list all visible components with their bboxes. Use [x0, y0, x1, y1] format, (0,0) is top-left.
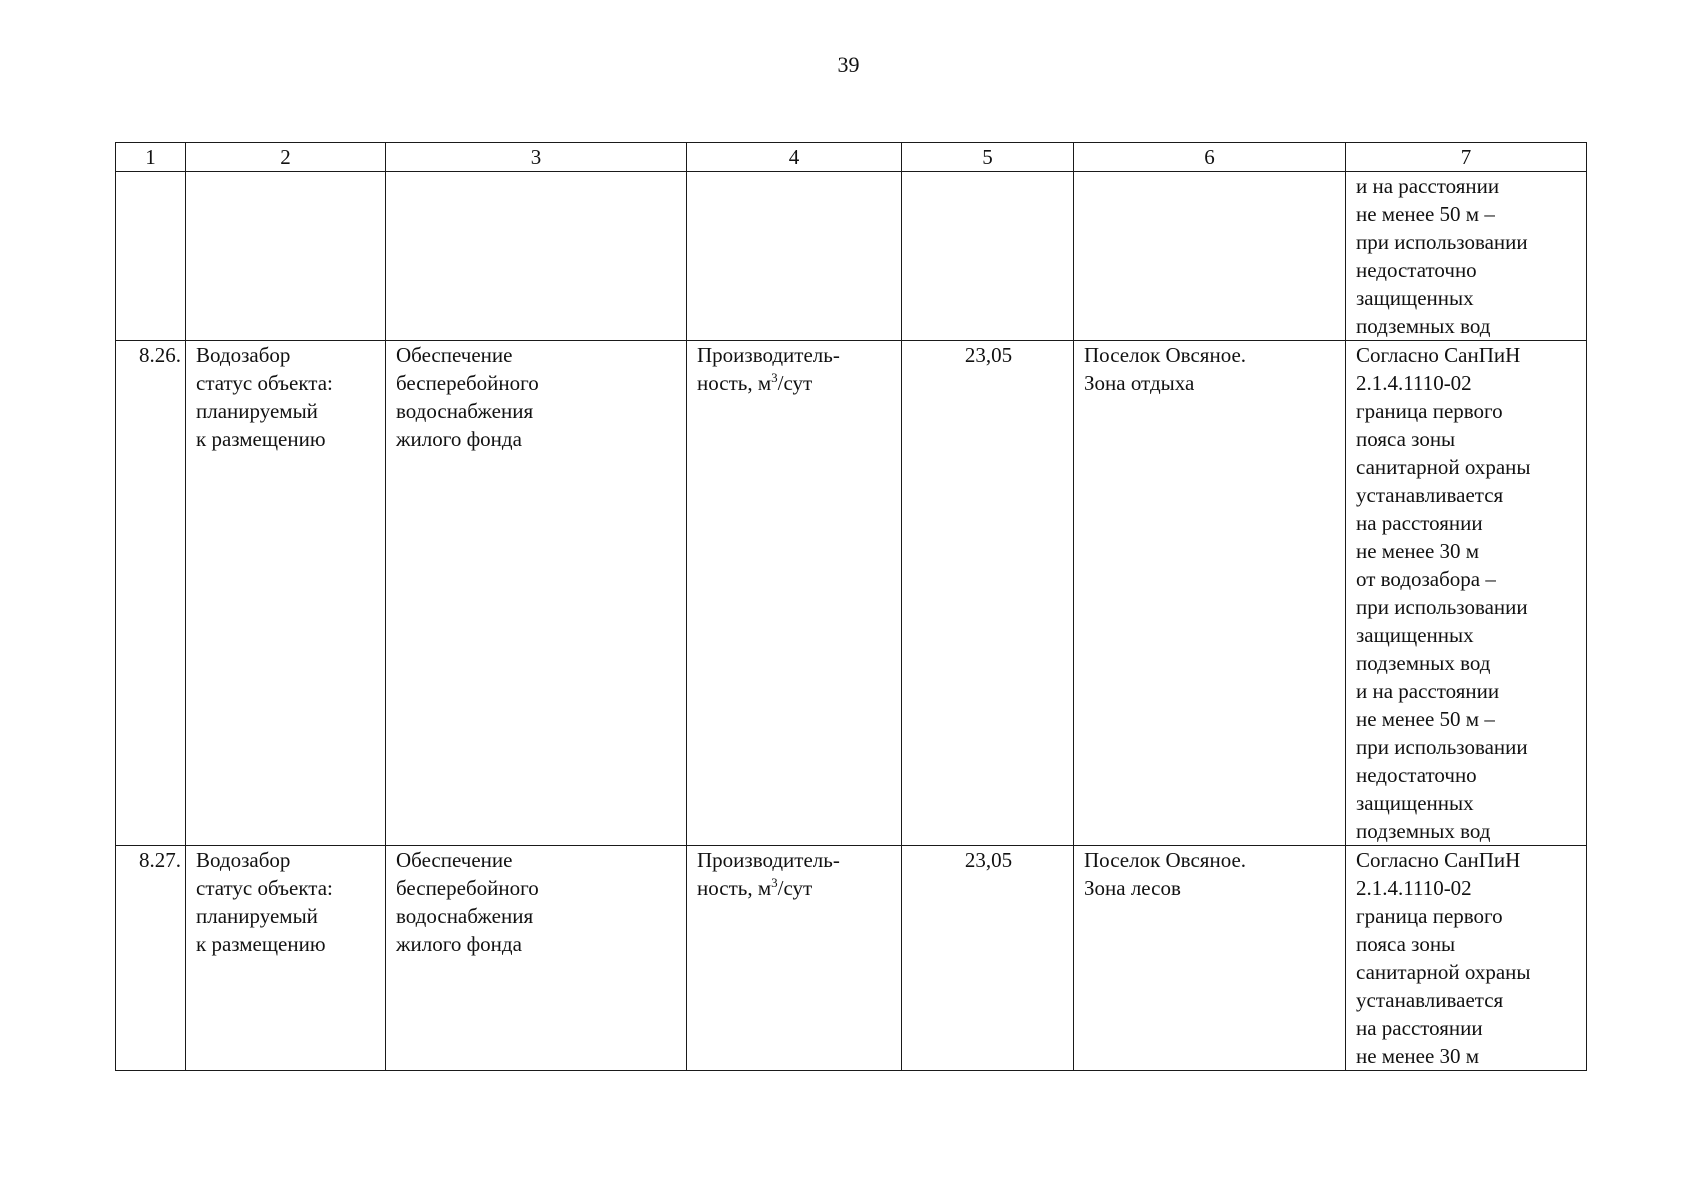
- column-header-1: 1: [116, 143, 186, 172]
- cell-number-text: 8.26.: [139, 343, 181, 367]
- cell-object-text: Водозабор статус объекта: планируемый к размещению: [196, 343, 333, 451]
- cell-value-text: 23,05: [964, 343, 1013, 367]
- column-header-5: 5: [902, 143, 1074, 172]
- characteristic-superscript: 3: [771, 370, 778, 385]
- column-header-7: 7: [1346, 143, 1587, 172]
- cell-number-text: 8.27.: [139, 848, 181, 872]
- table-row: [116, 172, 1587, 341]
- cell-location: [1074, 172, 1346, 341]
- cell-location-text: Поселок Овсяное. Зона лесов: [1084, 848, 1247, 900]
- cell-object-text: Водозабор статус объекта: планируемый к размещению: [196, 848, 333, 956]
- column-header-3: 3: [386, 143, 687, 172]
- cell-object: [186, 341, 386, 846]
- cell-zone-info-text: Согласно СанПиН 2.1.4.1110-02 граница первого пояса зоны санитарной охраны устанавливается на расстоянии не менее 30 м от водозабора – при использовании защищенных подземных вод и на расстоянии не менее 50 м – при использовании недостаточно защищенных подземных вод: [1356, 343, 1531, 843]
- column-header-4: 4: [687, 143, 902, 172]
- characteristic-prefix: Производитель- ность, м: [697, 343, 840, 395]
- cell-value: [902, 341, 1074, 846]
- cell-value: [902, 172, 1074, 341]
- characteristic-superscript: 3: [771, 875, 778, 890]
- column-header-2: 2: [186, 143, 386, 172]
- data-table: [115, 142, 1587, 1071]
- cell-object: [186, 846, 386, 1071]
- cell-characteristic-text: [687, 341, 901, 397]
- table-row: [116, 341, 1587, 846]
- cell-purpose: [386, 172, 687, 341]
- cell-purpose-text: Обеспечение бесперебойного водоснабжения жилого фонда: [396, 848, 539, 956]
- cell-characteristic: [687, 846, 902, 1071]
- cell-location: [1074, 341, 1346, 846]
- cell-value-text: 23,05: [964, 848, 1013, 872]
- cell-number: [116, 341, 186, 846]
- cell-zone-info: [1346, 172, 1587, 341]
- page-number: 39: [837, 52, 860, 77]
- column-header-6: 6: [1074, 143, 1346, 172]
- characteristic-suffix: /сут: [777, 371, 813, 395]
- cell-characteristic: [687, 172, 902, 341]
- cell-object: [186, 172, 386, 341]
- cell-value: [902, 846, 1074, 1071]
- cell-location: [1074, 846, 1346, 1071]
- cell-purpose-text: Обеспечение бесперебойного водоснабжения жилого фонда: [396, 343, 539, 451]
- cell-zone-info: [1346, 341, 1587, 846]
- cell-zone-info-text: и на расстоянии не менее 50 м – при использовании недостаточно защищенных подземных вод: [1356, 174, 1528, 338]
- cell-zone-info: [1346, 846, 1587, 1071]
- header-row: [116, 143, 1587, 172]
- cell-location-text: Поселок Овсяное. Зона отдыха: [1084, 343, 1247, 395]
- cell-purpose: [386, 341, 687, 846]
- characteristic-suffix: /сут: [777, 876, 813, 900]
- cell-number: [116, 846, 186, 1071]
- cell-characteristic-text: [687, 846, 901, 902]
- cell-characteristic: [687, 341, 902, 846]
- characteristic-prefix: Производитель- ность, м: [697, 848, 840, 900]
- cell-purpose: [386, 846, 687, 1071]
- table-row: [116, 846, 1587, 1071]
- cell-zone-info-text: Согласно СанПиН 2.1.4.1110-02 граница первого пояса зоны санитарной охраны устанавливается на расстоянии не менее 30 м: [1356, 848, 1531, 1068]
- cell-number: [116, 172, 186, 341]
